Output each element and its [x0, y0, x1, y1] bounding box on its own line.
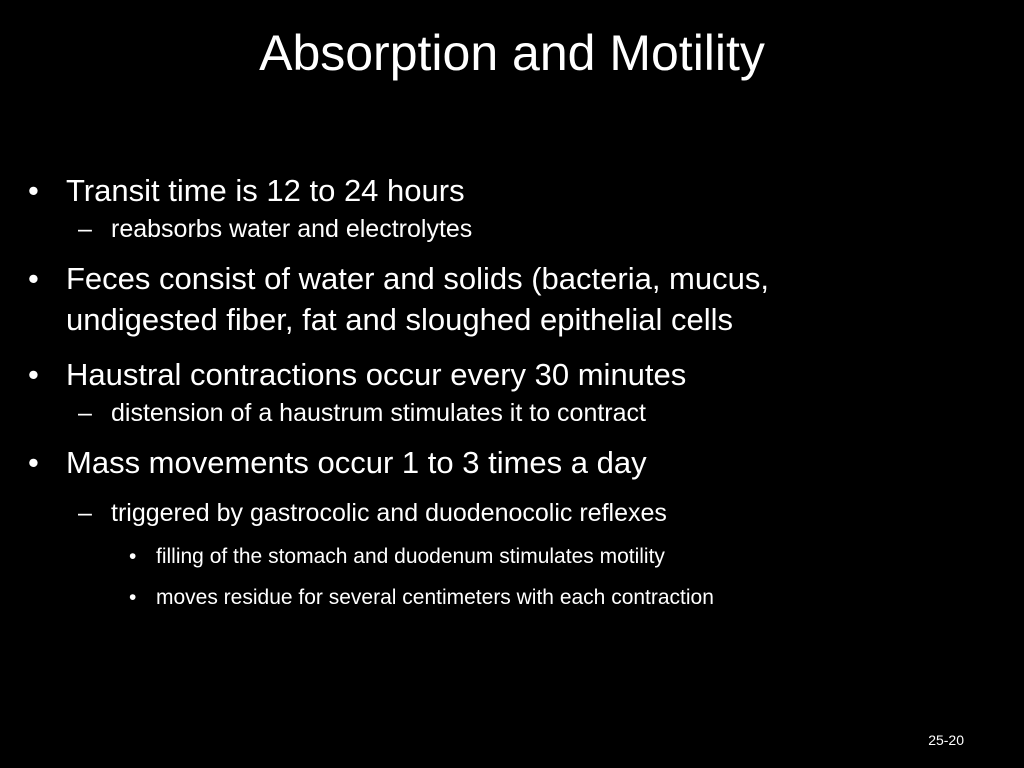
bullet-text: Feces consist of water and solids (bacteria, mucus, undigested fiber, fat and sloughed epithelial cells: [66, 261, 769, 337]
bullet-item: [26, 354, 926, 395]
sub-sub-bullet-item: [26, 583, 926, 612]
sub-bullet-item: [26, 213, 926, 246]
dash-marker: –: [78, 499, 92, 527]
bullet-text: Mass movements occur 1 to 3 times a day: [66, 445, 647, 480]
sub-sub-bullet-text: filling of the stomach and duodenum stimulates motility: [156, 545, 665, 568]
bullet-marker: •: [28, 173, 39, 208]
bullet-marker: •: [28, 261, 39, 296]
sub-bullet-text: distension of a haustrum stimulates it to contract: [111, 399, 646, 427]
bullet-marker: •: [28, 357, 39, 392]
slide-title: Absorption and Motility: [259, 25, 765, 81]
sub-bullet-item: [26, 397, 926, 430]
bullet-list: [26, 170, 926, 624]
bullet-item: [26, 258, 926, 340]
dash-marker: –: [78, 215, 92, 243]
dash-marker: –: [78, 399, 92, 427]
bullet-marker: •: [28, 445, 39, 480]
sub-bullet-text: reabsorbs water and electrolytes: [111, 215, 473, 243]
bullet-item: [26, 442, 926, 483]
sub-bullet-text: triggered by gastrocolic and duodenocolic reflexes: [111, 499, 667, 527]
bullet-text: Transit time is 12 to 24 hours: [66, 173, 465, 208]
slide-number: 25-20: [928, 732, 964, 748]
bullet-text: Haustral contractions occur every 30 minutes: [66, 357, 687, 392]
sub-sub-bullet-text: moves residue for several centimeters with each contraction: [156, 586, 714, 609]
bullet-item: [26, 170, 926, 211]
bullet-marker: •: [129, 545, 137, 568]
bullet-marker: •: [129, 586, 137, 609]
sub-sub-bullet-item: [26, 542, 926, 571]
sub-bullet-item: [26, 497, 926, 530]
